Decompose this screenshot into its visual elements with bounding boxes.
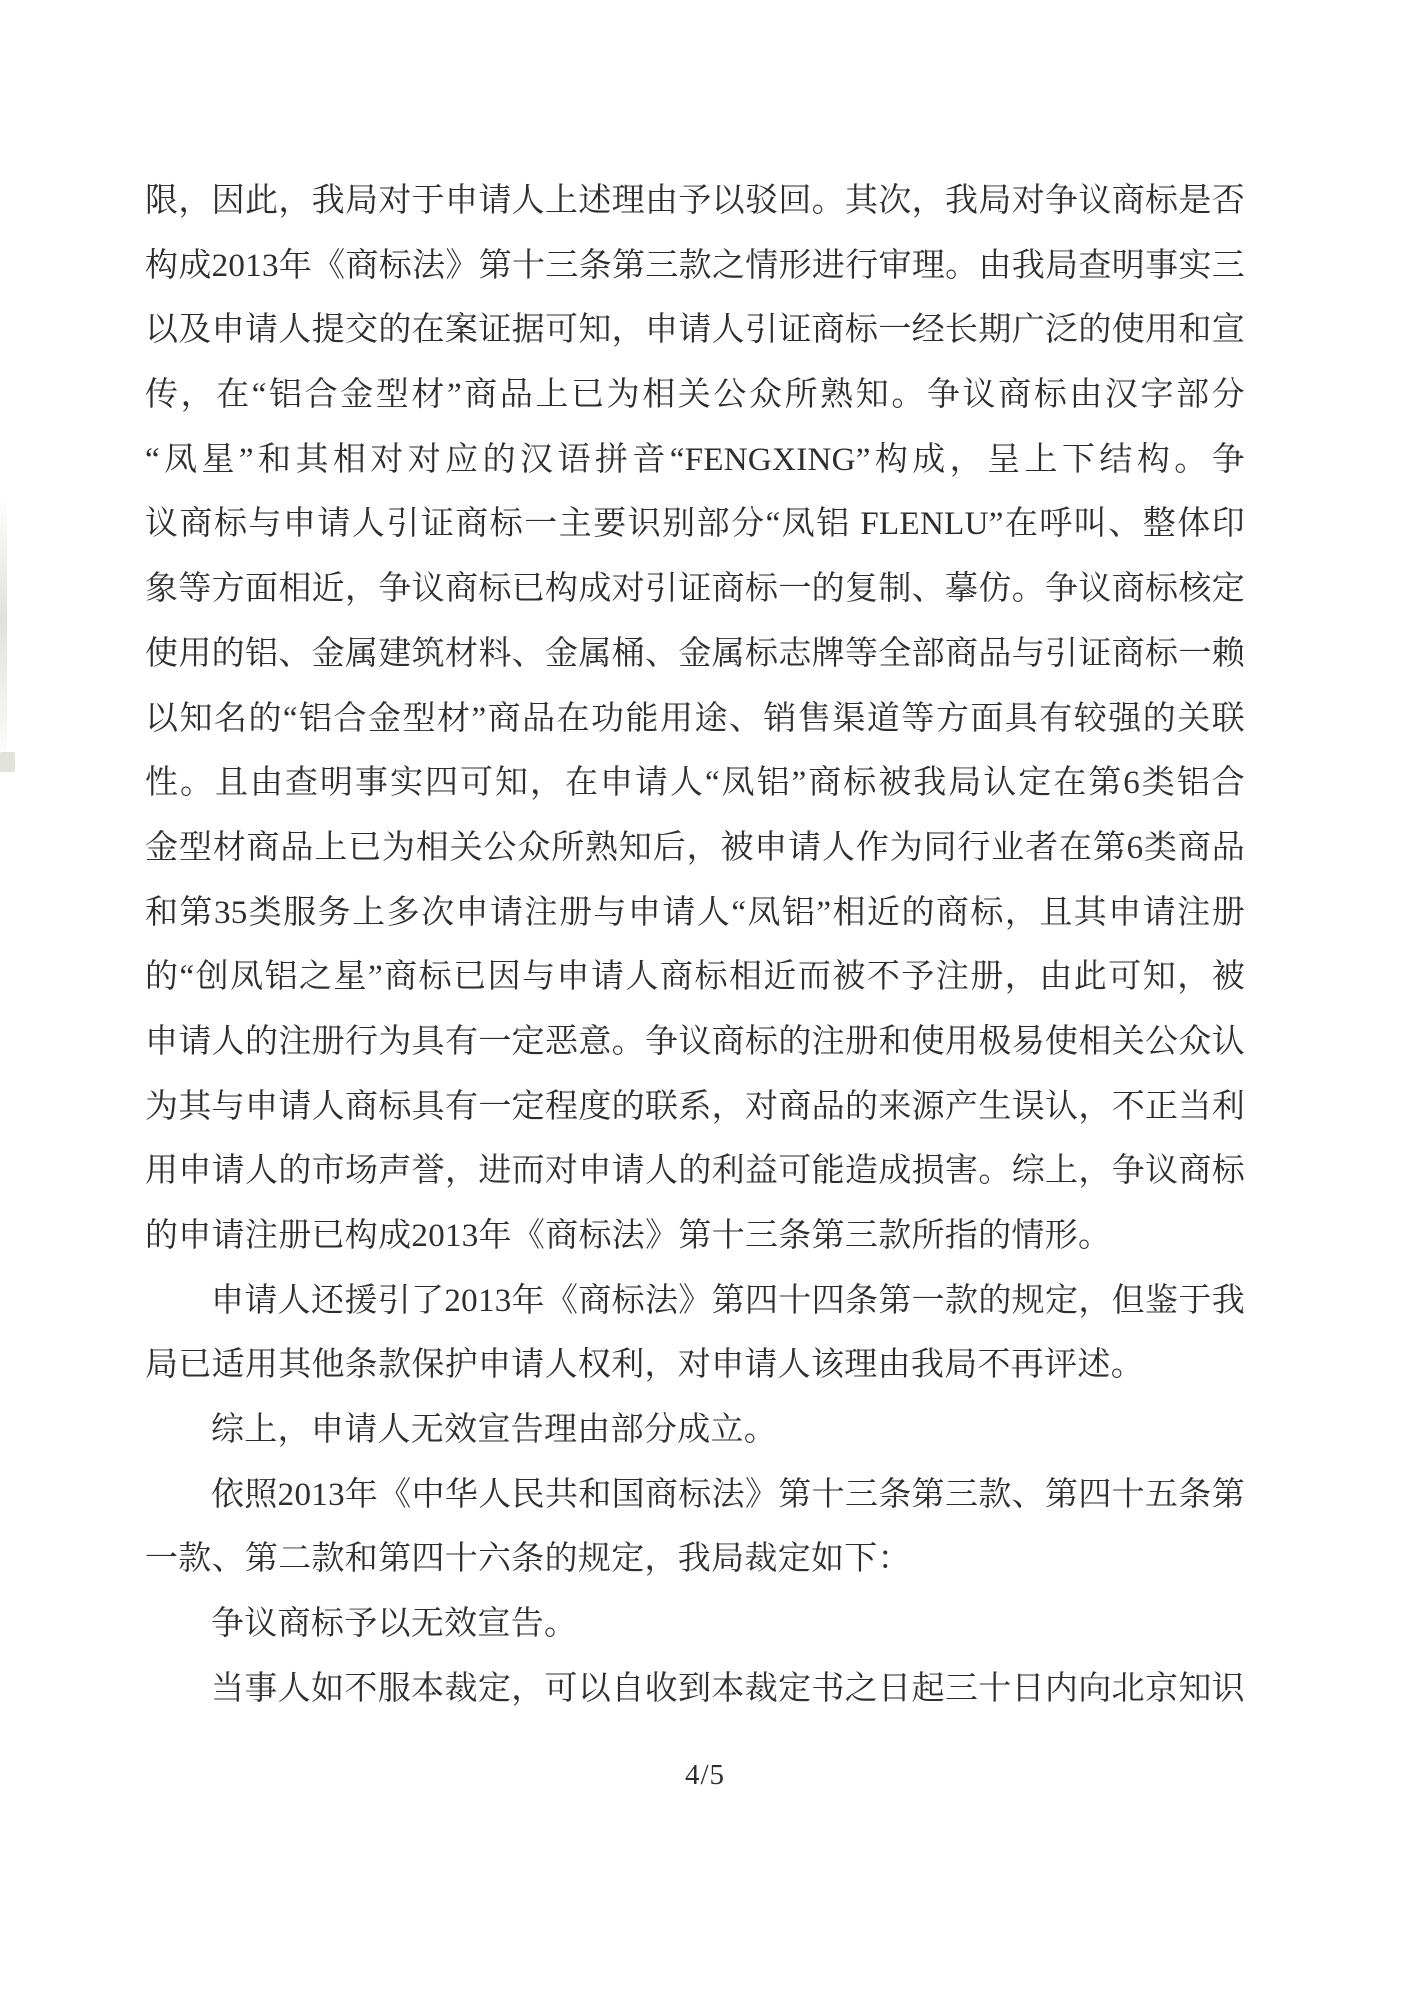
text-line: 争议商标予以无效宣告。: [211, 1606, 578, 1643]
text-line: 当事人如不服本裁定，可以自收到本裁定书之日起三十日内向北京知识: [211, 1670, 1245, 1707]
text-line: 局已适用其他条款保护申请人权利，对申请人该理由我局不再评述。: [145, 1347, 1144, 1384]
text-line: 构成2013年《商标法》第十三条第三款之情形进行审理。由我局查明事实三: [145, 247, 1245, 284]
text-line: 限，因此，我局对于申请人上述理由予以驳回。其次，我局对争议商标是否: [145, 183, 1245, 219]
text-line: 依照2013年《中华人民共和国商标法》第十三条第三款、第四十五条第: [211, 1476, 1245, 1513]
text-line: 为其与申请人商标具有一定程度的联系，对商品的来源产生误认，不正当利: [145, 1088, 1245, 1125]
text-line: 性。且由查明事实四可知，在申请人“凤铝”商标被我局认定在第6类铝合: [145, 765, 1245, 802]
text-line: 和第35类服务上多次申请注册与申请人“凤铝”相近的商标，且其申请注册: [145, 894, 1245, 931]
text-line: 用申请人的市场声誉，进而对申请人的利益可能造成损害。综上，争议商标: [145, 1153, 1245, 1190]
scan-smudge-artifact: [0, 752, 15, 772]
text-line: 议商标与申请人引证商标一主要识别部分“凤铝 FLENLU”在呼叫、整体印: [145, 506, 1245, 543]
text-line: “凤星”和其相对对应的汉语拼音“FENGXING”构成，呈上下结构。争: [145, 441, 1245, 478]
text-line: 以及申请人提交的在案证据可知，申请人引证商标一经长期广泛的使用和宣: [145, 312, 1245, 349]
scan-edge-artifact: [0, 495, 7, 770]
text-line: 金型材商品上已为相关公众所熟知后，被申请人作为同行业者在第6类商品: [145, 829, 1245, 866]
text-line: 的申请注册已构成2013年《商标法》第十三条第三款所指的情形。: [145, 1218, 1112, 1254]
text-line: 综上，申请人无效宣告理由部分成立。: [211, 1412, 778, 1449]
text-line: 传，在“铝合金型材”商品上已为相关公众所熟知。争议商标由汉字部分: [145, 377, 1245, 414]
text-line: 以知名的“铝合金型材”商品在功能用途、销售渠道等方面具有较强的关联: [145, 700, 1245, 737]
document-body: [145, 169, 1245, 1722]
text-line: 申请人的注册行为具有一定恶意。争议商标的注册和使用极易使相关公众认: [145, 1023, 1245, 1060]
text-line: 的“创凤铝之星”商标已因与申请人商标相近而被不予注册，由此可知，被: [145, 959, 1245, 996]
text-line: 申请人还援引了2013年《商标法》第四十四条第一款的规定，但鉴于我: [211, 1282, 1245, 1319]
text-line: 使用的铝、金属建筑材料、金属桶、金属标志牌等全部商品与引证商标一赖: [145, 635, 1245, 672]
page-number: 4/5: [684, 1759, 726, 1791]
text-line: 一款、第二款和第四十六条的规定，我局裁定如下：: [145, 1541, 911, 1578]
text-line: 象等方面相近，争议商标已构成对引证商标一的复制、摹仿。争议商标核定: [145, 571, 1245, 608]
